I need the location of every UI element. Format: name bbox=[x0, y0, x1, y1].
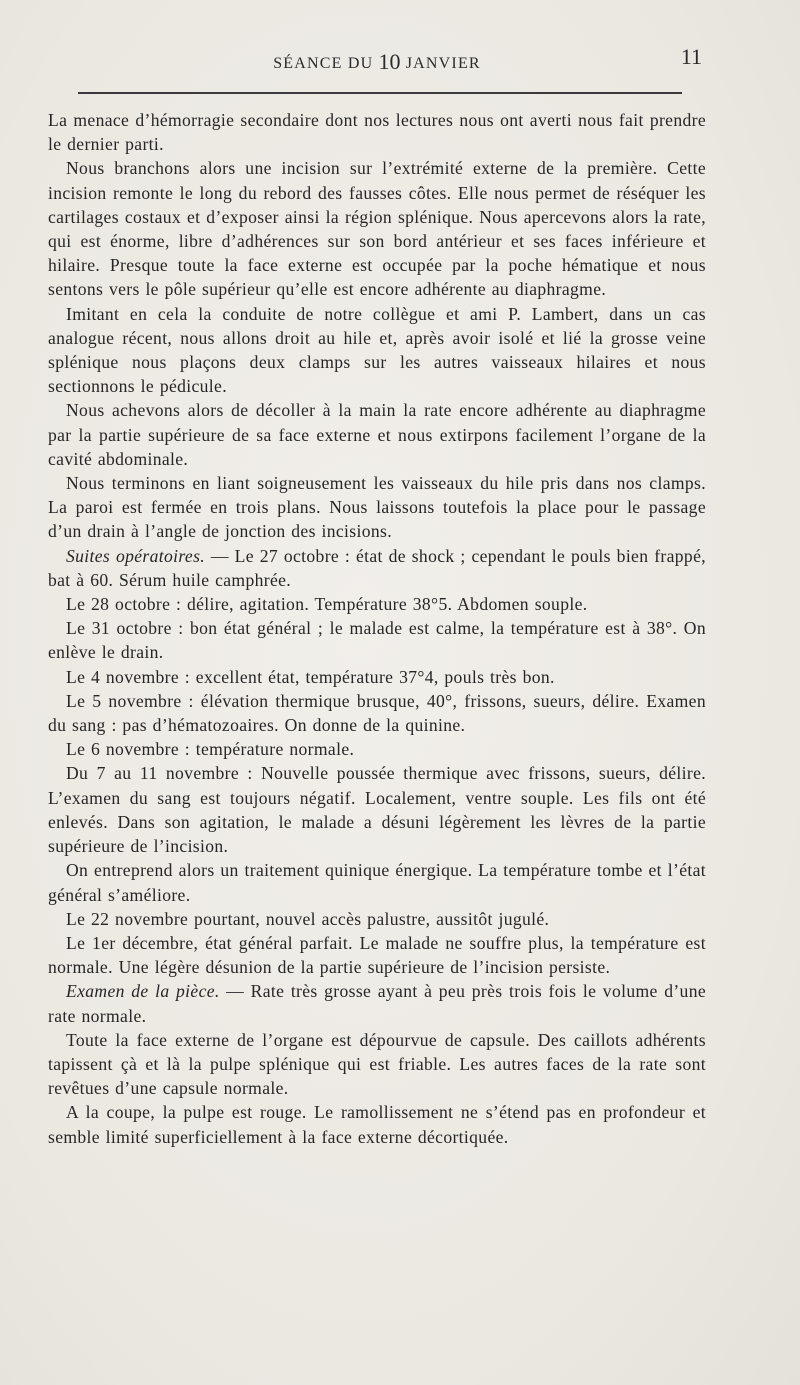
running-head bbox=[48, 48, 706, 74]
paragraph bbox=[48, 665, 706, 689]
page-number: 11 bbox=[680, 44, 702, 69]
paragraph-text: Nous achevons alors de décoller à la main la rate encore adhérente au diaphragme par la partie supérieure de sa face externe et nous extirpons facilement l’organe de la cavité abdominale. bbox=[48, 400, 706, 469]
paragraph-text: Du 7 au 11 novembre : Nouvelle poussée thermique avec frissons, sueurs, délire. L’examen du sang est toujours négatif. Localement, ventre souple. Les fils ont été enlevés. Dans son agitation, le malade a désuni légèrement les lèvres de la partie supérieure de l’incision. bbox=[48, 763, 706, 857]
paragraph bbox=[48, 931, 706, 979]
paragraph bbox=[48, 398, 706, 471]
paragraph-text: Toute la face externe de l’organe est dépourvue de capsule. Des caillots adhérents tapissent çà et là la pulpe splénique qui est friable. Les autres faces de la rate sont revêtues d’une capsule normale. bbox=[48, 1029, 706, 1099]
paragraph bbox=[48, 979, 706, 1027]
paragraph bbox=[48, 858, 706, 906]
paragraph-text: On entreprend alors un traitement quinique énergique. La température tombe et l’état général s’améliore. bbox=[48, 860, 706, 905]
paragraph bbox=[48, 761, 706, 858]
paragraph-text: Imitant en cela la conduite de notre collègue et ami P. Lambert, dans un cas analogue récent, nous allons droit au hile et, après avoir isolé et lié la grosse veine splénique nous plaçons deux clamps sur les autres vaisseaux hilaires et nous sectionnons le pédicule. bbox=[48, 303, 706, 397]
paragraph-text: Le 1er décembre, état général parfait. Le malade ne souffre plus, la température est normale. Une légère désunion de la partie supérieure de l’incision persiste. bbox=[48, 932, 706, 978]
paragraph-text: Le 28 octobre : délire, agitation. Température 38°5. Abdomen souple. bbox=[66, 594, 588, 615]
header-rule bbox=[78, 92, 682, 94]
paragraph-text: — Le 27 octobre : état de shock ; cependant le pouls bien frappé, bat à 60. Sérum huile camphrée. bbox=[48, 545, 706, 590]
section-heading: Examen de la pièce. bbox=[66, 981, 220, 1002]
paragraph-text: A la coupe, la pulpe est rouge. Le ramollissement ne s’étend pas en profondeur et semble limité superficiellement à la face externe décortiquée. bbox=[48, 1102, 706, 1147]
paragraph bbox=[48, 1028, 706, 1101]
paragraph-text: Le 22 novembre pourtant, nouvel accès palustre, aussitôt jugulé. bbox=[66, 908, 550, 929]
paragraph bbox=[48, 1100, 706, 1148]
paragraph bbox=[48, 471, 706, 544]
paragraph bbox=[48, 737, 706, 761]
paragraph bbox=[48, 616, 706, 664]
paragraph bbox=[48, 302, 706, 399]
paragraph-text: Le 31 octobre : bon état général ; le malade est calme, la température est à 38°. On enlève le drain. bbox=[48, 618, 706, 663]
running-head-day: 10 bbox=[378, 49, 401, 74]
paragraph-text: La menace d’hémorragie secondaire dont nos lectures nous ont averti nous fait prendre le dernier parti. bbox=[48, 110, 706, 155]
section-heading: Suites opératoires. bbox=[66, 545, 206, 566]
paragraph-text: — Rate très grosse ayant à peu près trois fois le volume d’une rate normale. bbox=[48, 981, 707, 1026]
paragraph bbox=[48, 689, 706, 737]
paragraph-text: Le 5 novembre : élévation thermique brusque, 40°, frissons, sueurs, délire. Examen du sang : pas d’hématozoaires. On donne de la quinine. bbox=[48, 690, 706, 736]
paragraph-text: Nous terminons en liant soigneusement les vaisseaux du hile pris dans nos clamps. La paroi est fermée en trois plans. Nous laissons toutefois la place pour le passage d’un drain à l’angle de jonction des incisions. bbox=[48, 473, 706, 542]
paragraph bbox=[48, 544, 706, 592]
page-header bbox=[48, 44, 706, 74]
paragraph-text: Le 4 novembre : excellent état, température 37°4, pouls très bon. bbox=[66, 666, 555, 687]
running-head-suffix: JANVIER bbox=[405, 55, 481, 72]
paragraph bbox=[48, 108, 706, 156]
body-text bbox=[48, 108, 706, 1149]
paragraph bbox=[48, 592, 706, 616]
running-head-prefix: SÉANCE DU bbox=[273, 55, 374, 72]
paragraph-text: Le 6 novembre : température normale. bbox=[66, 739, 355, 760]
paragraph-text: Nous branchons alors une incision sur l’extrémité externe de la première. Cette incision remonte le long du rebord des fausses côtes. Elle nous permet de réséquer les cartilages costaux et d’exposer ainsi la région splénique. Nous apercevons alors la rate, qui est énorme, libre d’adhérences sur son bord antérieur et ses faces inférieure et hilaire. Presque toute la face externe est occupée par la poche hématique et nous sentons vers le pôle supérieur qu’elle est encore adhérente au diaphragme. bbox=[48, 158, 706, 300]
paragraph bbox=[48, 156, 706, 301]
paragraph bbox=[48, 907, 706, 931]
